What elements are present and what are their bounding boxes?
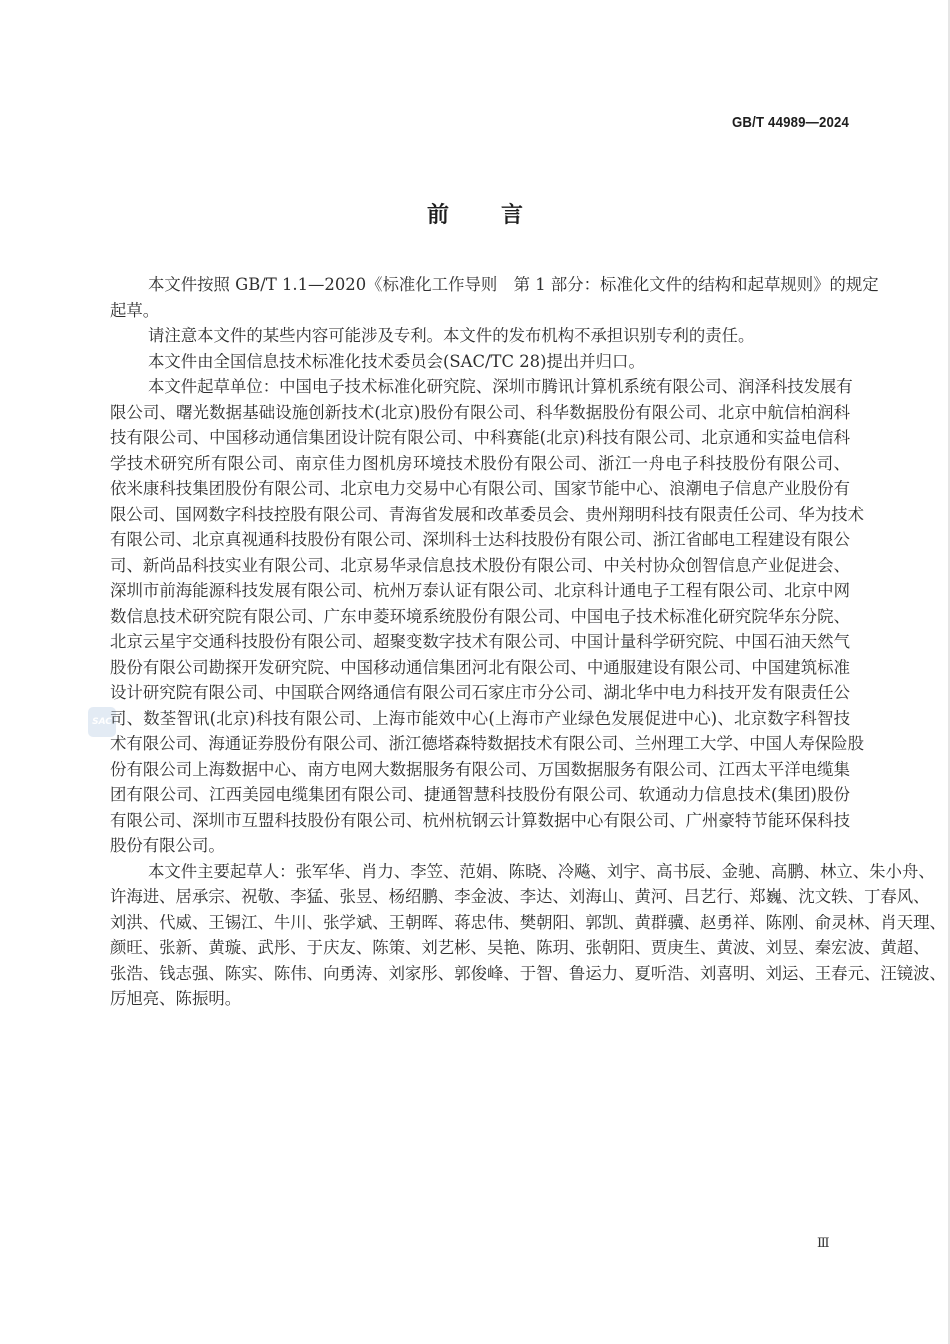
text-line: 股份有限公司。 <box>110 836 225 855</box>
text-line: 依米康科技集团股份有限公司、北京电力交易中心有限公司、国家节能中心、浪潮电子信息产业股份有 <box>110 479 850 498</box>
text-line: 限公司、曙光数据基础设施创新技术(北京)股份有限公司、科华数据股份有限公司、北京中航信柏润科 <box>110 402 850 422</box>
paragraph-drafters <box>110 859 946 1012</box>
paragraph-drafting-units <box>110 374 864 859</box>
paragraph-drafting-rules <box>110 272 879 323</box>
standard-number: GB/T 44989—2024 <box>731 114 849 131</box>
text-line: 限公司、国网数字科技控股有限公司、青海省发展和改革委员会、贵州翔明科技有限责任公司、华为技术 <box>110 504 864 524</box>
text-line: 司、数荃智讯(北京)科技有限公司、上海市能效中心(上海市产业绿色发展促进中心)、北京数字科智技 <box>110 708 850 728</box>
text-line: 有限公司、北京真视通科技股份有限公司、深圳科士达科技股份有限公司、浙江省邮电工程建设有限公 <box>110 530 850 549</box>
text-line: 起草。 <box>110 300 160 320</box>
text-line: 有限公司、深圳市互盟科技股份有限公司、杭州杭钢云计算数据中心有限公司、广州豪特节能环保科技 <box>110 810 850 830</box>
text-line: 北京云星宇交通科技股份有限公司、超聚变数字技术有限公司、中国计量科学研究院、中国石油天然气 <box>110 632 850 651</box>
text-line: 刘洪、代威、王锡江、牛川、张学斌、王朝晖、蒋忠伟、樊朝阳、郭凯、黄群骥、赵勇祥、陈刚、俞灵林、肖天理、 <box>110 912 946 932</box>
text-line: 深圳市前海能源科技发展有限公司、杭州万泰认证有限公司、北京科计通电子工程有限公司、北京中网 <box>110 581 850 600</box>
text-line: 司、新尚品科技实业有限公司、北京易华录信息技术股份有限公司、中关村协众创智信息产业促进会、 <box>110 555 850 575</box>
text-line: 本文件按照 GB/T 1.1—2020《标准化工作导则 第 1 部分：标准化文件的结构和起草规则》的规定 <box>148 275 879 294</box>
page-number: Ⅲ <box>817 1236 829 1251</box>
sac-watermark-logo: SAC <box>88 707 116 737</box>
text-line: 学技术研究所有限公司、南京佳力图机房环境技术股份有限公司、浙江一舟电子科技股份有限公司、 <box>110 453 850 473</box>
text-line: 本文件主要起草人：张军华、肖力、李笠、范娟、陈晓、冷飚、刘宇、高书辰、金驰、高鹏、林立、朱小舟、 <box>148 861 935 881</box>
text-line: 本文件起草单位：中国电子技术标准化研究院、深圳市腾讯计算机系统有限公司、润泽科技发展有 <box>148 377 853 396</box>
text-line: 颜旺、张新、黄璇、武彤、于庆友、陈策、刘艺彬、吴艳、陈玥、张朝阳、贾庚生、黄波、刘昱、秦宏波、黄超、 <box>110 938 930 957</box>
title-char-1: 前 <box>426 203 449 228</box>
text-line: 股份有限公司勘探开发研究院、中国移动通信集团河北有限公司、中通服建设有限公司、中国建筑标准 <box>110 657 850 677</box>
text-line: 本文件由全国信息技术标准化技术委员会(SAC/TC 28)提出并归口。 <box>148 351 645 371</box>
text-line: 份有限公司上海数据中心、南方电网大数据服务有限公司、万国数据服务有限公司、江西太平洋电缆集 <box>110 759 850 779</box>
paragraph-patent-notice <box>110 323 850 349</box>
text-line: 厉旭亮、陈振明。 <box>110 989 242 1008</box>
title-char-2: 言 <box>501 203 524 228</box>
text-line: 张浩、钱志强、陈实、陈伟、向勇涛、刘家彤、郭俊峰、于智、鲁运力、夏听浩、刘喜明、刘运、王春元、汪镜波、 <box>110 963 946 983</box>
text-line: 术有限公司、海通证券股份有限公司、浙江德塔森特数据技术有限公司、兰州理工大学、中国人寿保险股 <box>110 734 864 753</box>
text-line: 许海进、居承宗、祝敬、李猛、张昱、杨绍鹏、李金波、李达、刘海山、黄河、吕艺行、郑巍、沈文轶、丁春风、 <box>110 887 930 906</box>
section-title <box>0 198 950 229</box>
text-line: 技有限公司、中国移动通信集团设计院有限公司、中科赛能(北京)科技有限公司、北京通和实益电信科 <box>110 428 850 447</box>
text-line: 团有限公司、江西美园电缆集团有限公司、捷通智慧科技股份有限公司、软通动力信息技术(集团)股份 <box>110 785 850 804</box>
paragraph-proposing-body <box>110 349 850 375</box>
text-line: 设计研究院有限公司、中国联合网络通信有限公司石家庄市分公司、湖北华中电力科技开发有限责任公 <box>110 683 850 702</box>
text-line: 请注意本文件的某些内容可能涉及专利。本文件的发布机构不承担识别专利的责任。 <box>148 326 755 345</box>
text-line: 数信息技术研究院有限公司、广东申菱环境系统股份有限公司、中国电子技术标准化研究院华东分院、 <box>110 606 850 626</box>
preface-body <box>110 272 946 1012</box>
